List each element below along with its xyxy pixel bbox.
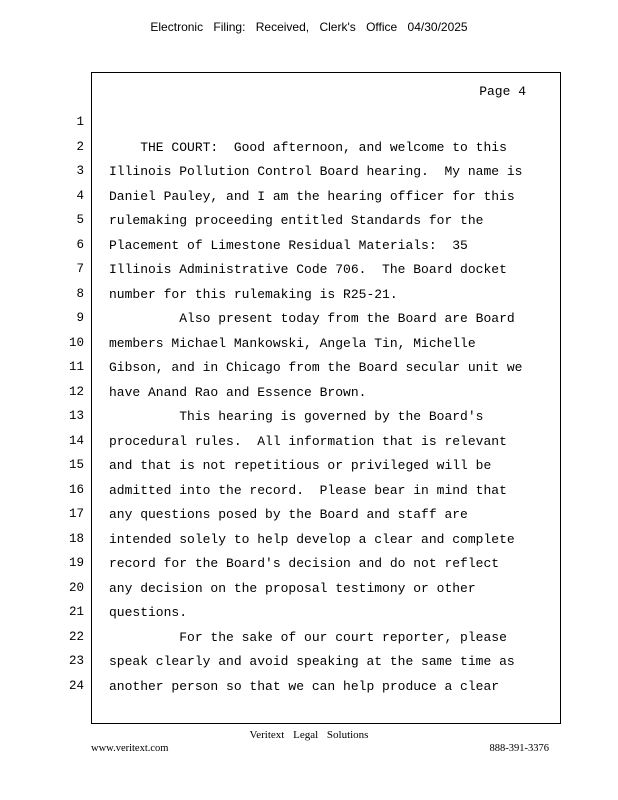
transcript-line: Illinois Administrative Code 706. The Board docket <box>109 262 507 277</box>
footer-phone: 888-391-3376 <box>489 743 549 754</box>
transcript-line: speak clearly and avoid speaking at the same time as <box>109 654 515 669</box>
line-number: 18 <box>68 531 84 546</box>
line-number-column <box>60 114 84 702</box>
transcript-line: another person so that we can help produce a clear <box>109 678 500 694</box>
line-number: 23 <box>68 654 84 668</box>
line-number: 4 <box>76 188 84 203</box>
transcript-line: rulemaking proceeding entitled Standards for the <box>109 213 484 228</box>
transcript-line: This hearing is governed by the Board's <box>109 409 484 424</box>
line-number: 7 <box>76 262 84 276</box>
transcript-line: and that is not repetitious or privileged will be <box>109 458 492 473</box>
transcript-line: Gibson, and in Chicago from the Board secular unit we <box>109 360 523 375</box>
line-number: 14 <box>68 433 84 448</box>
line-number: 21 <box>68 605 84 619</box>
transcript-line: any decision on the proposal testimony or other <box>109 580 476 596</box>
line-number: 16 <box>68 482 84 497</box>
transcript-line: questions. <box>109 605 188 620</box>
transcript-line: members Michael Mankowski, Angela Tin, Michelle <box>109 335 476 351</box>
page-number: Page 4 <box>479 84 526 99</box>
line-number: 5 <box>76 213 84 227</box>
transcript-line: have Anand Rao and Essence Brown. <box>109 384 367 400</box>
line-number: 15 <box>68 458 84 472</box>
filing-stamp: Electronic Filing: Received, Clerk's Office 04/30/2025 <box>150 20 468 34</box>
line-number: 19 <box>68 556 84 570</box>
line-number: 1 <box>76 115 84 129</box>
transcript-page <box>91 72 561 724</box>
transcript-line <box>109 115 557 140</box>
line-number: 12 <box>68 384 84 399</box>
transcript-line: intended solely to help develop a clear and complete <box>109 531 515 547</box>
transcript-line: procedural rules. All information that is relevant <box>109 433 507 449</box>
transcript-line: number for this rulemaking is R25-21. <box>109 286 398 302</box>
line-number: 6 <box>76 237 84 252</box>
transcript-line: Daniel Pauley, and I am the hearing officer for this <box>109 188 515 204</box>
transcript-line: record for the Board's decision and do not reflect <box>109 556 500 571</box>
line-number: 10 <box>68 335 84 350</box>
line-number: 9 <box>76 311 84 325</box>
transcript-line: Placement of Limestone Residual Materials: 35 <box>109 237 468 253</box>
transcript-line: any questions posed by the Board and staff are <box>109 507 468 522</box>
transcript-line: THE COURT: Good afternoon, and welcome to this <box>109 139 507 155</box>
transcript-line: Illinois Pollution Control Board hearing. My name is <box>109 164 523 179</box>
line-number: 13 <box>68 409 84 423</box>
transcript-line: For the sake of our court reporter, please <box>109 629 507 645</box>
line-number: 2 <box>76 139 84 154</box>
line-number: 3 <box>76 164 84 178</box>
footer-company: Veritext Legal Solutions <box>249 729 369 741</box>
transcript-body <box>109 115 557 703</box>
line-number: 17 <box>68 507 84 521</box>
transcript-line: admitted into the record. Please bear in mind that <box>109 482 507 498</box>
line-number: 11 <box>68 360 84 374</box>
line-number: 22 <box>68 629 84 644</box>
footer-website: www.veritext.com <box>91 743 169 754</box>
line-number: 24 <box>68 678 84 693</box>
line-number: 8 <box>76 286 84 301</box>
line-number: 20 <box>68 580 84 595</box>
transcript-line: Also present today from the Board are Board <box>109 311 515 326</box>
